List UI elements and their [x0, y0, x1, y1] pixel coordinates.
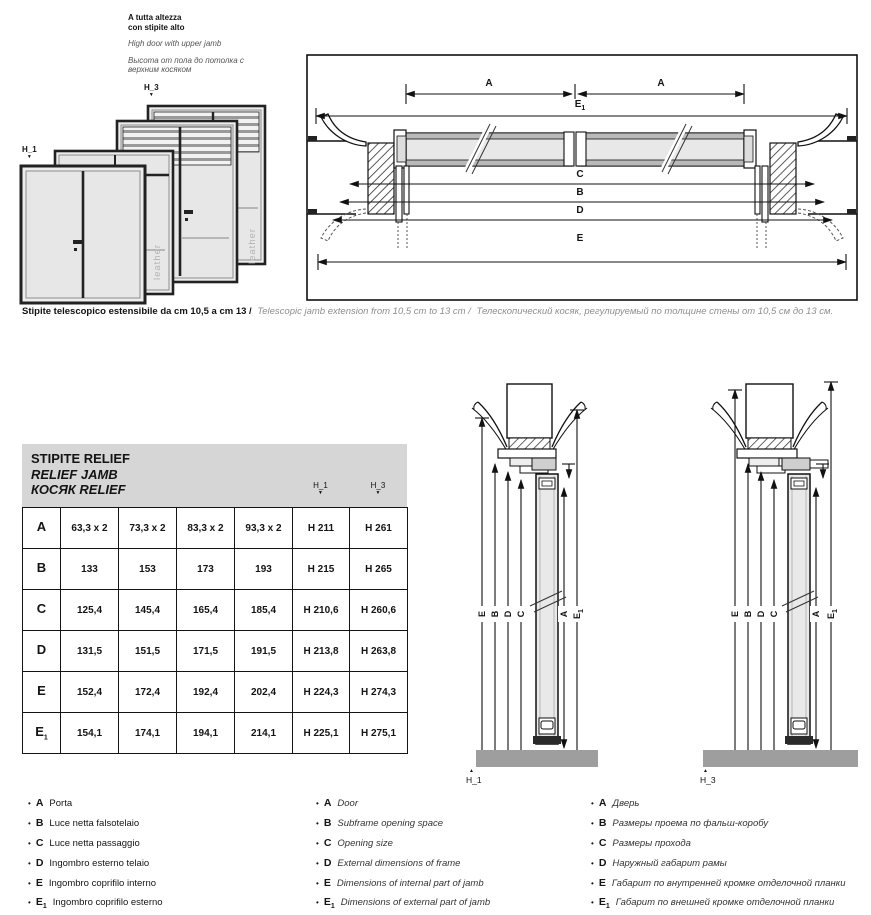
cell: 93,3 x 2	[235, 508, 293, 549]
table-title-en: RELIEF JAMB	[31, 466, 118, 482]
bullet-icon: •	[591, 818, 594, 828]
vertical-section-h1	[462, 350, 668, 795]
arrow-down-icon: ▼	[148, 92, 154, 98]
bullet-icon: •	[316, 858, 319, 868]
cell: 125,4	[61, 590, 119, 631]
bullet-icon: •	[591, 858, 594, 868]
table-row	[23, 508, 408, 549]
door-panel	[533, 474, 561, 744]
table-title-ru: КОСЯК RELIEF	[31, 482, 126, 497]
table-row	[23, 631, 408, 672]
leather-label: leather	[247, 227, 258, 264]
h3-marker-label: H_3	[144, 83, 159, 92]
arrow-up-icon: ▲	[469, 768, 474, 774]
bullet-icon: •	[316, 818, 319, 828]
arrow-up-icon: ▲	[703, 768, 708, 774]
legend-item: • B Subframe opening space	[316, 816, 444, 829]
wall-block	[472, 384, 587, 451]
wall-block	[711, 384, 828, 451]
cell: 172,4	[119, 672, 177, 713]
cell: 63,3 x 2	[61, 508, 119, 549]
legend-italian	[28, 796, 308, 915]
cell: H 275,1	[350, 713, 408, 754]
intro-title-line1: A tutta altezza	[128, 13, 182, 22]
cell: 83,3 x 2	[177, 508, 235, 549]
row-label: B	[23, 549, 61, 590]
row-label: C	[23, 590, 61, 631]
spec-table-header	[22, 444, 407, 507]
bullet-icon: •	[28, 898, 31, 908]
bullet-icon: •	[591, 799, 594, 808]
legend-item: • C Размеры прохода	[591, 836, 691, 849]
cell: 193	[235, 549, 293, 590]
bullet-icon: •	[316, 878, 319, 888]
cell: 131,5	[61, 631, 119, 672]
sec-dim-a: A	[810, 606, 822, 622]
vertical-section-h3	[694, 350, 865, 795]
row-label: D	[23, 631, 61, 672]
jamb-assembly	[498, 449, 556, 473]
h1-floor-label: ▲ H_1	[466, 768, 482, 785]
legend-item: • A Door	[316, 797, 358, 809]
bullet-icon: •	[591, 838, 594, 848]
floor-bar	[703, 750, 858, 767]
spec-table-block	[22, 444, 407, 754]
cell: H 261	[350, 508, 408, 549]
col-header-h1: H_1 ▼	[292, 482, 349, 496]
table-row	[23, 590, 408, 631]
legend-item: • C Luce netta passaggio	[28, 836, 140, 849]
jamb-assembly	[737, 449, 828, 473]
legend-item: • D Ingombro esterno telaio	[28, 856, 150, 869]
table-row	[23, 672, 408, 713]
cell: 165,4	[177, 590, 235, 631]
legend-item: • $E_1$ Dimensions of external part of jamb	[316, 896, 491, 911]
row-label: $E_1$	[23, 713, 61, 754]
sec-dim-e1: $E_1$	[571, 606, 583, 622]
legend-item: • B Размеры проема по фальш-коробу	[591, 816, 769, 829]
plan-dim-e1: $E_1$	[572, 99, 589, 114]
cell: H 210,6	[293, 590, 350, 631]
plan-dim-e: E	[574, 233, 587, 244]
door-h1-double	[21, 166, 145, 303]
caption	[22, 306, 860, 318]
intro-ru-line1: Высота от пола до потолка с	[128, 55, 244, 65]
legend-item: • A Porta	[28, 797, 73, 809]
legend-item: • B Luce netta falsotelaio	[28, 816, 140, 829]
cell: 152,4	[61, 672, 119, 713]
cell: 173	[177, 549, 235, 590]
table-row	[23, 549, 408, 590]
sec-dim-c: C	[768, 606, 780, 622]
plan-dim-a-left: A	[482, 78, 495, 89]
cell: 151,5	[119, 631, 177, 672]
sec-dim-e1: $E_1$	[825, 606, 837, 622]
cell: 214,1	[235, 713, 293, 754]
door-panel	[785, 474, 813, 744]
leather-label: leather	[152, 243, 163, 280]
cell: H 274,3	[350, 672, 408, 713]
bullet-icon: •	[28, 799, 31, 808]
cell: H 224,3	[293, 672, 350, 713]
bullet-icon: •	[28, 818, 31, 828]
cell: 185,4	[235, 590, 293, 631]
cell: 171,5	[177, 631, 235, 672]
col-header-h3: H_3 ▼	[349, 482, 407, 496]
intro-ru-line2: верхним косяком	[128, 65, 192, 74]
sec-dim-d: D	[502, 606, 514, 622]
cell: 154,1	[61, 713, 119, 754]
intro-title-line2: con stipite alto	[128, 22, 185, 32]
sec-dim-e: E	[729, 606, 741, 622]
wall-hatch-left	[368, 143, 394, 214]
cell: H 265	[350, 549, 408, 590]
sec-dim-a: A	[558, 606, 570, 622]
legend-item: • $E_1$ Ingombro coprifilo esterno	[28, 896, 163, 911]
bullet-icon: •	[28, 878, 31, 888]
arrow-down-icon: ▼	[375, 490, 381, 496]
caption-russian: Телескопический косяк, регулируемый по толщине стены от 10,5 см до 13 см.	[476, 306, 834, 317]
legend-russian	[591, 796, 871, 915]
plan-dim-b: B	[573, 187, 586, 198]
legend-item: • D Наружный габарит рамы	[591, 856, 727, 869]
bullet-icon: •	[28, 858, 31, 868]
cell: 153	[119, 549, 177, 590]
caption-italian: Stipite telescopico estensibile da cm 10,5 a cm 13 /	[22, 306, 252, 317]
cell: H 263,8	[350, 631, 408, 672]
cell: 133	[61, 549, 119, 590]
plan-dim-d: D	[573, 205, 586, 216]
table-row	[23, 713, 408, 754]
h3-floor-label: ▲ H_3	[700, 768, 716, 785]
cell: H 213,8	[293, 631, 350, 672]
sec-dim-e: E	[476, 606, 488, 622]
h1-marker-label: H_1	[22, 145, 37, 154]
cell: 145,4	[119, 590, 177, 631]
sec-dim-b: B	[489, 606, 501, 622]
legend-item: • E Габарит по внутренней кромке отделочной планки	[591, 876, 846, 889]
cell: 174,1	[119, 713, 177, 754]
cell: 192,4	[177, 672, 235, 713]
bullet-icon: •	[316, 799, 319, 808]
floor-bar	[476, 750, 598, 767]
cell: 202,4	[235, 672, 293, 713]
cell: H 225,1	[293, 713, 350, 754]
table-title-it: STIPITE RELIEF	[31, 451, 130, 466]
intro-en: High door with upper jamb	[128, 39, 222, 48]
legend-item: • A Дверь	[591, 797, 640, 809]
cell: H 215	[293, 549, 350, 590]
arrow-down-icon: ▼	[26, 154, 32, 160]
cell: 73,3 x 2	[119, 508, 177, 549]
sec-dim-b: B	[742, 606, 754, 622]
spec-table	[22, 507, 408, 754]
vertical-section-h1-svg	[462, 350, 668, 795]
legend-item: • D External dimensions of frame	[316, 856, 461, 869]
vertical-section-h3-svg	[694, 350, 865, 795]
sec-dim-c: C	[515, 606, 527, 622]
legend-item: • C Opening size	[316, 836, 393, 849]
bullet-icon: •	[28, 838, 31, 848]
arrow-down-icon: ▼	[318, 490, 323, 496]
bullet-icon: •	[316, 838, 319, 848]
row-label: E	[23, 672, 61, 713]
legend-item: • $E_1$ Габарит по внешней кромке отделочной планки	[591, 896, 835, 911]
bullet-icon: •	[591, 898, 594, 908]
row-label: A	[23, 508, 61, 549]
cell: 194,1	[177, 713, 235, 754]
wall-hatch-right	[770, 143, 796, 214]
sec-dim-d: D	[755, 606, 767, 622]
cell: 191,5	[235, 631, 293, 672]
bullet-icon: •	[316, 898, 319, 908]
plan-dim-c: C	[573, 169, 586, 180]
legend-english	[316, 796, 596, 915]
bullet-icon: •	[591, 878, 594, 888]
caption-english: Telescopic jamb extension from 10,5 cm to 13 cm /	[257, 306, 471, 317]
plan-section-drawing	[306, 54, 858, 301]
intro-text	[128, 13, 244, 75]
legend-item: • E Ingombro coprifilo interno	[28, 876, 157, 889]
plan-dim-a-right: A	[654, 78, 667, 89]
cell: H 260,6	[350, 590, 408, 631]
cell: H 211	[293, 508, 350, 549]
legend-item: • E Dimensions of internal part of jamb	[316, 876, 484, 889]
